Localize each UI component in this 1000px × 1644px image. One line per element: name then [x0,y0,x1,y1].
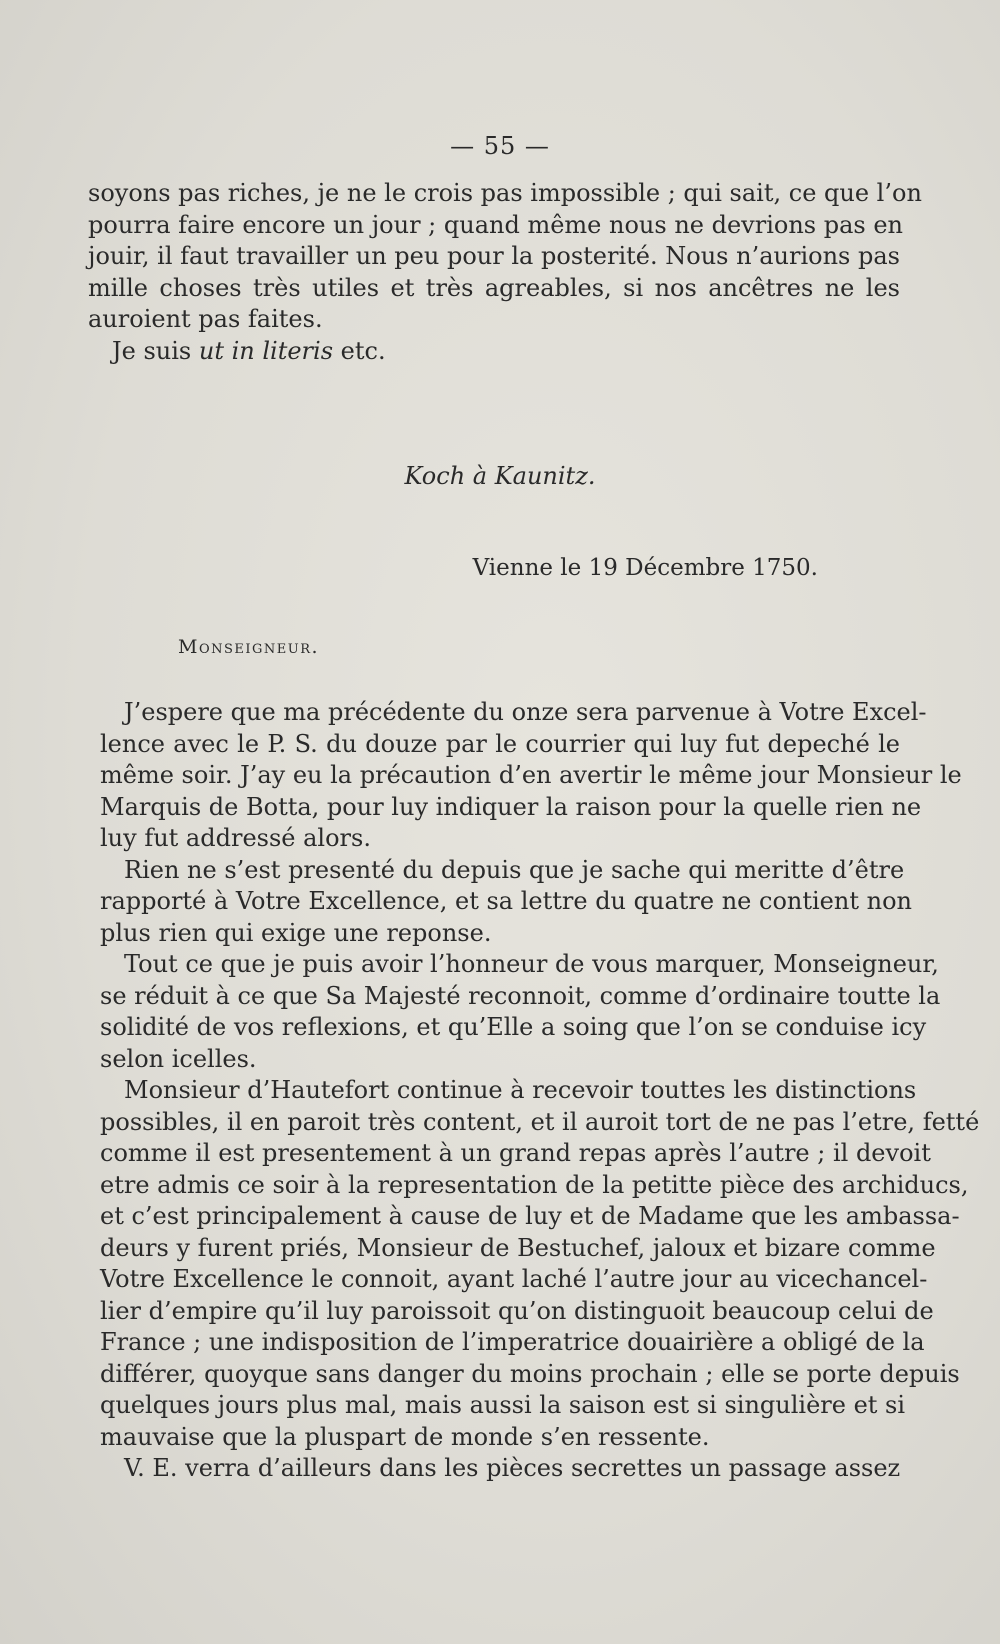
text-line: Rien ne s’est presenté du depuis que je sache qui meritte d’être [124,855,905,884]
text-line: etre admis ce soir à la representation de la petitte pièce des archiducs, [100,1170,969,1199]
text-line: solidité de vos reflexions, et qu’Elle a soing que l’on se conduise icy [100,1013,927,1041]
text-line: V. E. verra d’ailleurs dans les pièces secrettes un passage assez [124,1454,901,1482]
text-line: jouir, il faut travailler un peu pour la posterité. Nous n’aurions pas [88,242,900,270]
text-line: luy fut addressé alors. [100,824,371,852]
text-line: plus rien qui exige une reponse. [100,918,492,947]
text-line: même soir. J’ay eu la précaution d’en avertir le même jour Monsieur le [100,761,962,789]
dateline: Vienne le 19 Décembre 1750. [472,555,818,581]
text-line: Monsieur d’Hautefort continue à recevoir touttes les distinctions [124,1076,917,1104]
text-line: possibles, il en paroit très content, et il auroit tort de ne pas l’etre, fetté [100,1107,980,1136]
text-line: lence avec le P. S. du douze par le courrier qui luy fut depeché le [100,729,900,758]
opening-text [88,178,922,367]
text-line: se réduit à ce que Sa Majesté reconnoit, comme d’ordinaire toutte la [100,981,941,1010]
paragraph [100,855,912,950]
text-line: quelques jours plus mal, mais aussi la saison est si singulière et si [100,1391,906,1419]
letter-heading: Koch à Kaunitz. [404,462,596,490]
paragraph [100,949,941,1075]
paragraph [100,1453,900,1485]
text-line: auroient pas faites. [88,305,323,333]
text-line: soyons pas riches, je ne le crois pas impossible ; qui sait, ce que l’on [88,179,922,207]
text-line: Tout ce que je puis avoir l’honneur de vous marquer, Monseigneur, [124,950,939,978]
text-line: différer, quoyque sans danger du moins prochain ; elle se porte depuis [100,1359,960,1388]
text-line: mauvaise que la pluspart de monde s’en ressente. [100,1422,710,1451]
text-line: pourra faire encore un jour ; quand même nous ne devrions pas en [88,210,904,239]
paragraph [100,697,962,855]
text-line: selon icelles. [100,1044,257,1073]
salutation: Monseigneur. [178,636,320,658]
page-number: — 55 — [450,132,550,160]
text-line: J’espere que ma précédente du onze sera parvenue à Votre Excel- [124,698,927,726]
text-line: Votre Excellence le connoit, ayant laché l’autre jour au vicechancel- [100,1265,928,1293]
closing-prefix: Je suis [112,336,192,365]
paragraph [100,1075,980,1453]
closing-italic: ut in literis [198,336,334,365]
text-line: lier d’empire qu’il luy paroissoit qu’on distinguoit beaucoup celui de [100,1296,934,1325]
text-line: rapporté à Votre Excellence, et sa lettre du quatre ne contient non [100,887,912,915]
text-line: France ; une indisposition de l’imperatrice douairière a obligé de la [100,1328,925,1356]
text-line: deurs y furent priés, Monsieur de Bestuchef, jaloux et bizare comme [100,1233,936,1262]
text-line: Marquis de Botta, pour luy indiquer la raison pour la quelle rien ne [100,792,922,821]
text-line: mille choses très utiles et très agreables, si nos ancêtres ne les [88,273,900,302]
closing-formula [88,336,900,368]
text-line: et c’est principalement à cause de luy et de Madame que les ambassa- [100,1202,960,1230]
closing-suffix: etc. [340,336,386,365]
text-line: comme il est presentement à un grand repas après l’autre ; il devoit [100,1139,931,1167]
letter-body [100,697,980,1485]
